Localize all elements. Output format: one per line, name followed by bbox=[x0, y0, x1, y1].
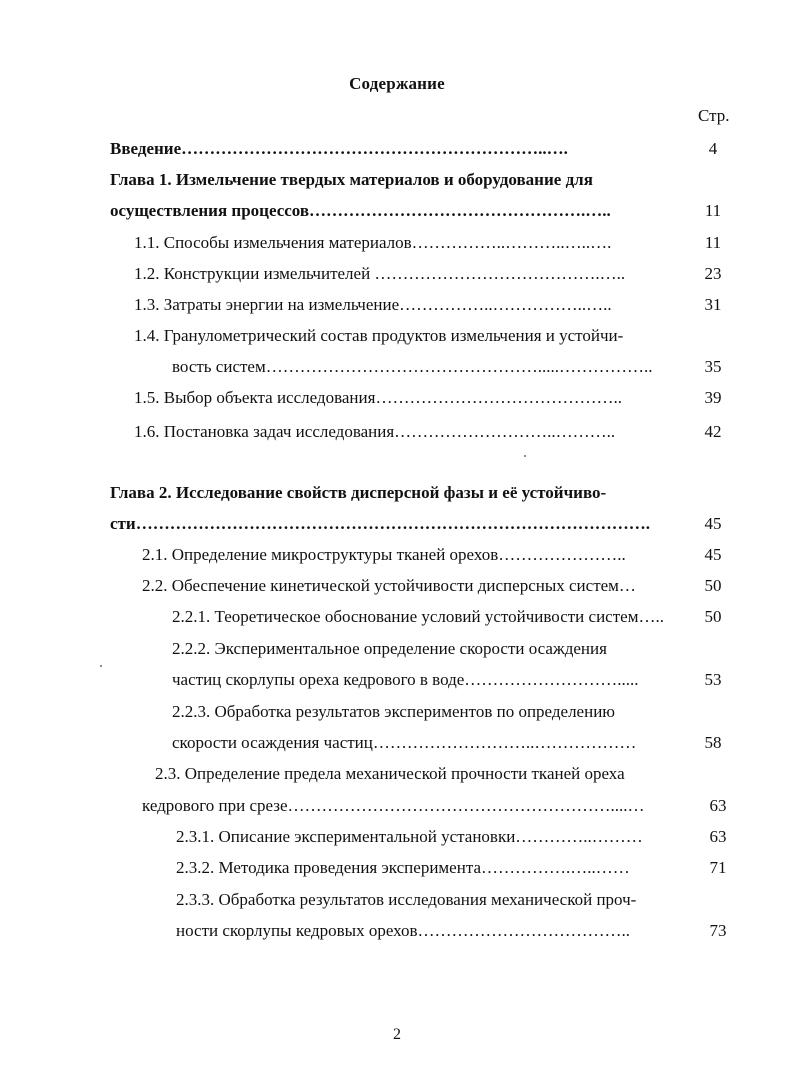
toc-page-number: 45 bbox=[704, 545, 722, 564]
page-number: 2 bbox=[393, 1026, 401, 1043]
toc-entry-1-4: 1.4. Гранулометрический состав продуктов измельчения и устойчи- bbox=[134, 326, 624, 345]
toc-entry-1-4-cont: вость систем………………………………………….....…………….. bbox=[172, 357, 653, 376]
toc-page-number: 11 bbox=[704, 233, 722, 252]
toc-entry-chapter-1-cont: осуществления процессов………………………………………….….. bbox=[110, 201, 611, 220]
toc-entry-1-1: 1.1. Способы измельчения материалов……………..………..…..…. bbox=[134, 233, 612, 252]
toc-page-number: 73 bbox=[709, 921, 727, 940]
toc-entry-chapter-2-cont: сти………………………………………………………………………………. bbox=[110, 514, 650, 533]
page-column-header: Стр. bbox=[698, 106, 730, 125]
toc-entry-2-3-3: 2.3.3. Обработка результатов исследования механической проч- bbox=[176, 890, 637, 909]
toc-entry-1-6: 1.6. Постановка задач исследования………………………..……….. bbox=[134, 422, 616, 441]
toc-entry-2-2-1: 2.2.1. Теоретическое обоснование условий устойчивости систем….. bbox=[172, 607, 664, 626]
toc-page-number: 50 bbox=[704, 576, 722, 595]
toc-entry-2-3-2: 2.3.2. Методика проведения эксперимента…………….…..…… bbox=[176, 858, 630, 877]
toc-page-number: 53 bbox=[704, 670, 722, 689]
toc-entry-2-2-2-cont: частиц скорлупы ореха кедрового в воде………………………..... bbox=[172, 670, 639, 689]
toc-page-number: 11 bbox=[704, 201, 722, 220]
toc-entry-1-5: 1.5. Выбор объекта исследования…………………………………….. bbox=[134, 388, 622, 407]
toc-page-number: 50 bbox=[704, 607, 722, 626]
toc-entry-2-3-1: 2.3.1. Описание экспериментальной установки…………..……… bbox=[176, 827, 643, 846]
toc-page-number: 31 bbox=[704, 295, 722, 314]
toc-page-number: 42 bbox=[704, 422, 722, 441]
toc-entry-2-2-3-cont: скорости осаждения частиц………………………..……………… bbox=[172, 733, 637, 752]
toc-page-number: 23 bbox=[704, 264, 722, 283]
toc-page-number: 63 bbox=[709, 827, 727, 846]
toc-page-number: 71 bbox=[709, 858, 727, 877]
toc-entry-1-2: 1.2. Конструкции измельчителей ………………………………….….. bbox=[134, 264, 626, 283]
toc-entry-2-2-2: 2.2.2. Экспериментальное определение скорости осаждения bbox=[172, 639, 607, 658]
scan-speck bbox=[524, 455, 526, 457]
toc-entry-2-3: 2.3. Определение предела механической прочности тканей ореха bbox=[155, 764, 625, 783]
toc-entry-2-3-3-cont: ности скорлупы кедровых орехов……………………………….. bbox=[176, 921, 631, 940]
toc-page-number: 45 bbox=[704, 514, 722, 533]
toc-entry-2-2: 2.2. Обеспечение кинетической устойчивости дисперсных систем… bbox=[142, 576, 636, 595]
toc-page-number: 35 bbox=[704, 357, 722, 376]
toc-page-number: 4 bbox=[708, 139, 718, 158]
toc-entry-1-3: 1.3. Затраты энергии на измельчение……………..……………..….. bbox=[134, 295, 612, 314]
toc-entry-2-1: 2.1. Определение микроструктуры тканей орехов………………….. bbox=[142, 545, 626, 564]
page-title: Содержание bbox=[349, 74, 445, 93]
toc-entry-introduction: Введение………………………………………………………..…. bbox=[110, 139, 568, 158]
toc-page-number: 63 bbox=[709, 796, 727, 815]
scan-speck bbox=[100, 665, 102, 667]
toc-entry-2-2-3: 2.2.3. Обработка результатов экспериментов по определению bbox=[172, 702, 615, 721]
toc-entry-chapter-1: Глава 1. Измельчение твердых материалов и оборудование для bbox=[110, 170, 593, 189]
toc-page-number: 39 bbox=[704, 388, 722, 407]
toc-entry-chapter-2: Глава 2. Исследование свойств дисперсной фазы и её устойчиво- bbox=[110, 483, 607, 502]
toc-entry-2-3-cont: кедрового при срезе…………………………………………………....… bbox=[142, 796, 645, 815]
toc-page-number: 58 bbox=[704, 733, 722, 752]
